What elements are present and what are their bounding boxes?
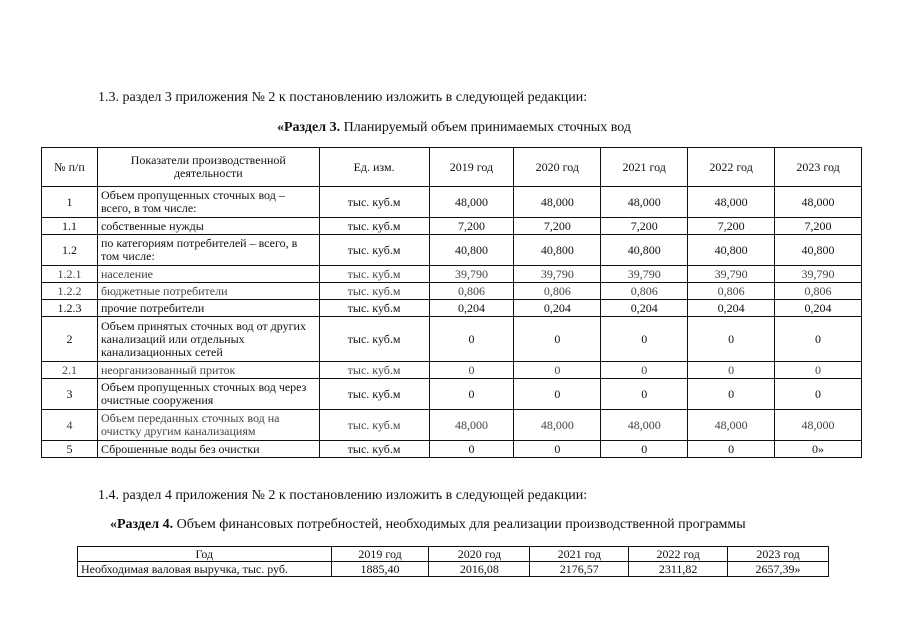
row-unit: тыс. куб.м <box>319 187 429 218</box>
row-value: 0 <box>688 317 775 362</box>
table-row <box>42 235 862 266</box>
header-2023: 2023 год <box>728 547 829 562</box>
row-value: 0,204 <box>429 300 514 317</box>
row-indicator: Объем принятых сточных вод от других канализаций или отдельных канализационных сетей <box>97 317 319 362</box>
row-num: 2.1 <box>42 362 98 379</box>
table-row <box>78 562 829 577</box>
row-value: 48,000 <box>688 410 775 441</box>
table-row <box>42 266 862 283</box>
row-value: 0 <box>775 362 862 379</box>
header-indicator: Показатели производственной деятельности <box>97 148 319 187</box>
row-indicator: прочие потребители <box>97 300 319 317</box>
row-value: 48,000 <box>429 410 514 441</box>
row-indicator: неорганизованный приток <box>97 362 319 379</box>
row-unit: тыс. куб.м <box>319 266 429 283</box>
row-unit: тыс. куб.м <box>319 410 429 441</box>
table-row <box>42 362 862 379</box>
row-indicator: население <box>97 266 319 283</box>
header-2022: 2022 год <box>688 148 775 187</box>
header-2021: 2021 год <box>601 148 688 187</box>
row-value: 39,790 <box>514 266 601 283</box>
row-value: 39,790 <box>775 266 862 283</box>
row-value: 39,790 <box>601 266 688 283</box>
row-value: 0,806 <box>601 283 688 300</box>
row-value: 0 <box>775 317 862 362</box>
row-value: 7,200 <box>601 218 688 235</box>
row-indicator: Объем пропущенных сточных вод через очистные сооружения <box>97 379 319 410</box>
row-num: 1.2.1 <box>42 266 98 283</box>
section4-heading <box>110 517 746 533</box>
table-row <box>42 317 862 362</box>
row-value: 0 <box>601 317 688 362</box>
row-value: 0,806 <box>429 283 514 300</box>
row-num: 1.2.2 <box>42 283 98 300</box>
table-header-row <box>78 547 829 562</box>
row-value: 48,000 <box>514 187 601 218</box>
row-value: 0,204 <box>601 300 688 317</box>
row-num: 1 <box>42 187 98 218</box>
row-value: 0 <box>601 441 688 458</box>
row-value: 0,806 <box>775 283 862 300</box>
row-indicator: бюджетные потребители <box>97 283 319 300</box>
row-value: 0,806 <box>688 283 775 300</box>
row-value: 0 <box>688 379 775 410</box>
section4-heading-bold: «Раздел 4. <box>110 517 174 532</box>
row-value: 0,204 <box>775 300 862 317</box>
row-unit: тыс. куб.м <box>319 379 429 410</box>
section3-table <box>41 147 862 458</box>
row-value: 0 <box>514 362 601 379</box>
row-value: 39,790 <box>429 266 514 283</box>
row-value: 0 <box>688 441 775 458</box>
section3-heading-bold: «Раздел 3. <box>277 120 341 135</box>
row-value: 2311,82 <box>629 562 728 577</box>
row-value: 48,000 <box>775 410 862 441</box>
row-unit: тыс. куб.м <box>319 362 429 379</box>
header-2019: 2019 год <box>331 547 429 562</box>
row-value: 0 <box>601 362 688 379</box>
row-value: 2176,57 <box>530 562 629 577</box>
header-2022: 2022 год <box>629 547 728 562</box>
row-value: 1885,40 <box>331 562 429 577</box>
table-row <box>42 441 862 458</box>
row-value: 48,000 <box>601 410 688 441</box>
row-value: 0 <box>775 379 862 410</box>
row-indicator: Объем переданных сточных вод на очистку другим канализациям <box>97 410 319 441</box>
row-value: 0 <box>429 441 514 458</box>
section4-table <box>77 546 829 577</box>
row-value: 0 <box>514 441 601 458</box>
section3-heading-text: Планируемый объем принимаемых сточных вод <box>340 120 631 135</box>
header-2020: 2020 год <box>429 547 530 562</box>
row-value: 0,204 <box>688 300 775 317</box>
header-unit: Ед. изм. <box>319 148 429 187</box>
row-value: 48,000 <box>429 187 514 218</box>
table-header-row <box>42 148 862 187</box>
row-num: 1.2.3 <box>42 300 98 317</box>
row-value: 48,000 <box>514 410 601 441</box>
row-value: 40,800 <box>429 235 514 266</box>
row-indicator: Сброшенные воды без очистки <box>97 441 319 458</box>
table-row <box>42 218 862 235</box>
row-value: 48,000 <box>688 187 775 218</box>
row-num: 5 <box>42 441 98 458</box>
row-unit: тыс. куб.м <box>319 300 429 317</box>
row-unit: тыс. куб.м <box>319 441 429 458</box>
section4-heading-text: Объем финансовых потребностей, необходимых для реализации производственной программы <box>173 517 746 532</box>
section3-heading <box>277 120 631 136</box>
row-num: 1.1 <box>42 218 98 235</box>
table-row <box>42 283 862 300</box>
row-value: 40,800 <box>514 235 601 266</box>
row-num: 4 <box>42 410 98 441</box>
row-value: 2016,08 <box>429 562 530 577</box>
row-value: 7,200 <box>514 218 601 235</box>
section4-intro: 1.4. раздел 4 приложения № 2 к постановлению изложить в следующей редакции: <box>98 488 588 503</box>
row-value: 40,800 <box>688 235 775 266</box>
row-value: 0 <box>429 362 514 379</box>
row-value: 0 <box>688 362 775 379</box>
row-unit: тыс. куб.м <box>319 283 429 300</box>
row-value: 7,200 <box>429 218 514 235</box>
row-indicator: Объем пропущенных сточных вод – всего, в том числе: <box>97 187 319 218</box>
row-num: 3 <box>42 379 98 410</box>
header-year: Год <box>78 547 332 562</box>
row-value: 0» <box>775 441 862 458</box>
row-value: 7,200 <box>688 218 775 235</box>
row-unit: тыс. куб.м <box>319 317 429 362</box>
table-row <box>42 379 862 410</box>
table-row <box>42 300 862 317</box>
row-indicator: по категориям потребителей – всего, в том числе: <box>97 235 319 266</box>
row-value: 40,800 <box>601 235 688 266</box>
row-unit: тыс. куб.м <box>319 218 429 235</box>
row-value: 48,000 <box>601 187 688 218</box>
row-value: 40,800 <box>775 235 862 266</box>
table-row <box>42 410 862 441</box>
row-num: 2 <box>42 317 98 362</box>
row-value: 0 <box>429 379 514 410</box>
section3-intro: 1.3. раздел 3 приложения № 2 к постановлению изложить в следующей редакции: <box>98 90 588 105</box>
row-value: 0 <box>601 379 688 410</box>
header-num: № п/п <box>42 148 98 187</box>
row-indicator: Необходимая валовая выручка, тыс. руб. <box>78 562 332 577</box>
header-2021: 2021 год <box>530 547 629 562</box>
row-value: 7,200 <box>775 218 862 235</box>
row-value: 0 <box>514 317 601 362</box>
row-value: 48,000 <box>775 187 862 218</box>
row-indicator: собственные нужды <box>97 218 319 235</box>
row-num: 1.2 <box>42 235 98 266</box>
table-row <box>42 187 862 218</box>
row-value: 0 <box>514 379 601 410</box>
row-unit: тыс. куб.м <box>319 235 429 266</box>
row-value: 2657,39» <box>728 562 829 577</box>
row-value: 39,790 <box>688 266 775 283</box>
row-value: 0 <box>429 317 514 362</box>
header-2023: 2023 год <box>775 148 862 187</box>
row-value: 0,806 <box>514 283 601 300</box>
header-2020: 2020 год <box>514 148 601 187</box>
row-value: 0,204 <box>514 300 601 317</box>
header-2019: 2019 год <box>429 148 514 187</box>
